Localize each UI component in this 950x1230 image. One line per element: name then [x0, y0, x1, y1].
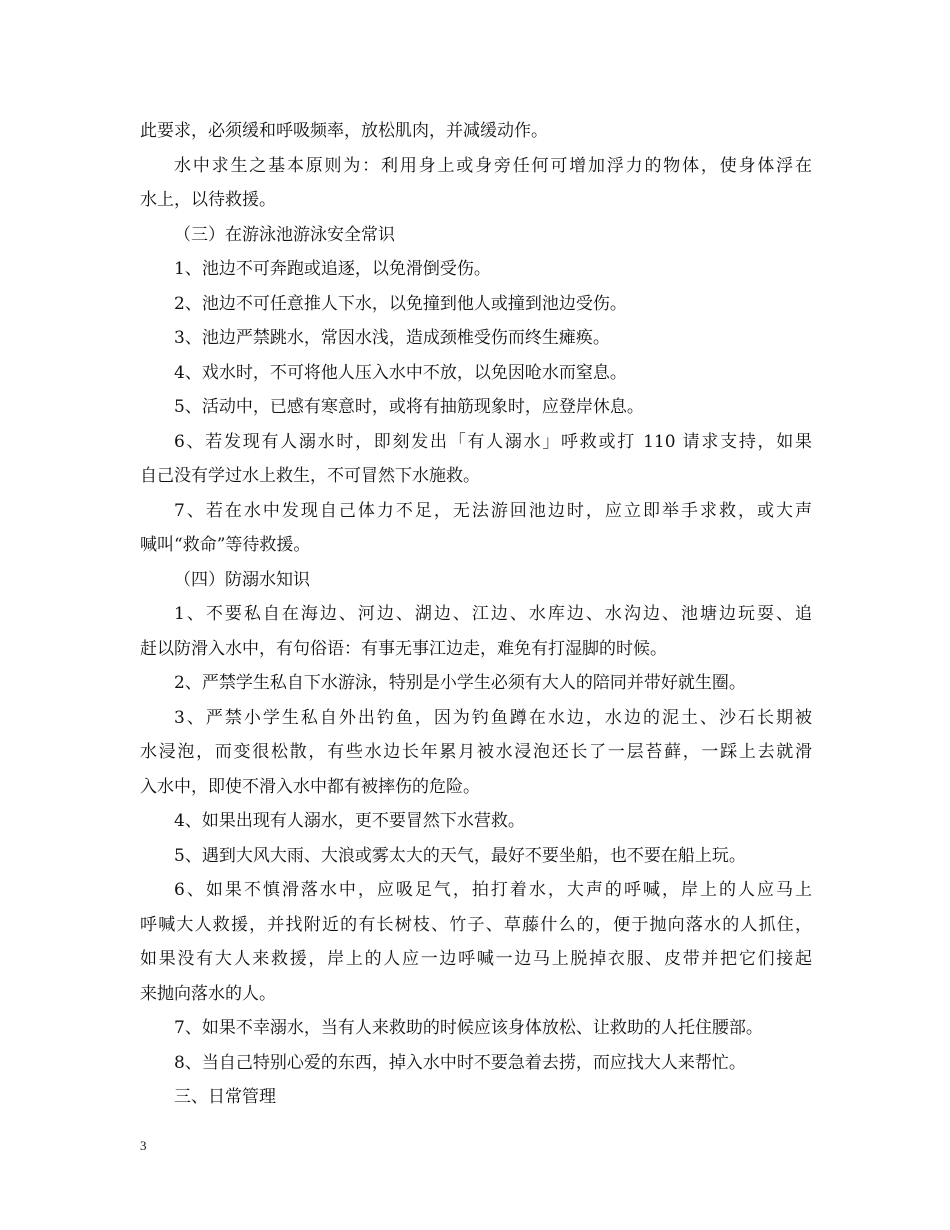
text-line: 水中求生之基本原则为：利用身上或身旁任何可增加浮力的物体，使身体浮在: [174, 155, 812, 176]
text-line: 4、戏水时，不可将他人压入水中不放，以免因呛水而窒息。: [174, 362, 627, 383]
text-line: 呼喊大人救援，并找附近的有长树枝、竹子、草藤什么的，便于抛向落水的人抓住，: [140, 914, 812, 935]
text-line: 入水中，即使不滑入水中都有被摔伤的危险。: [140, 776, 480, 797]
text-line: 4、如果出现有人溺水，更不要冒然下水营救。: [174, 811, 525, 831]
text-line: 5、遇到大风大雨、大浪或雾太大的天气，最好不要坐船，也不要在船上玩。: [174, 845, 746, 866]
section-heading: 三、日常管理: [174, 1087, 276, 1107]
section-heading: （四）防溺水知识: [174, 569, 310, 590]
text-line: 水上，以待救援。: [140, 190, 276, 210]
text-line: 自己没有学过水上救生，不可冒然下水施救。: [140, 466, 480, 486]
text-line: 6、如果不慎滑落水中，应吸足气，拍打着水，大声的呼喊，岸上的人应马上: [174, 880, 812, 900]
text-line: 水浸泡，而变很松散，有些水边长年累月被水浸泡还长了一层苔藓，一踩上去就滑: [140, 742, 812, 762]
text-line: 6、若发现有人溺水时，即刻发出「有人溺水」呼救或打 110 请求支持，如果: [174, 431, 812, 452]
text-line: 2、严禁学生私自下水游泳，特别是小学生必须有大人的陪同并带好就生圈。: [174, 673, 746, 693]
text-line: 喊叫“救命”等待救援。: [140, 535, 311, 555]
text-line: 如果没有大人来救援，岸上的人应一边呼喊一边马上脱掉衣服、皮带并把它们接起: [140, 949, 812, 969]
text-line: 此要求，必须缓和呼吸频率，放松肌肉，并减缓动作。: [140, 121, 548, 141]
text-line: 赶以防滑入水中，有句俗语：有事无事江边走，难免有打湿脚的时候。: [140, 638, 667, 659]
text-line: 1、池边不可奔跑或追逐，以免滑倒受伤。: [174, 259, 491, 279]
text-line: 5、活动中，已感有寒意时，或将有抽筋现象时，应登岸休息。: [174, 397, 644, 417]
body-text: [140, 114, 812, 1115]
text-line: 8、当自己特别心爱的东西，掉入水中时不要急着去捞，而应找大人来帮忙。: [174, 1052, 746, 1073]
text-line: 3、池边严禁跳水，常因水浅，造成颈椎受伤而终生瘫痪。: [174, 328, 610, 348]
section-heading: （三）在游泳池游泳安全常识: [174, 224, 395, 245]
text-line: 3、严禁小学生私自外出钓鱼，因为钓鱼蹲在水边，水边的泥土、沙石长期被: [174, 707, 812, 728]
text-line: 2、池边不可任意推人下水，以免撞到他人或撞到池边受伤。: [174, 293, 627, 314]
text-line: 来抛向落水的人。: [140, 983, 276, 1004]
text-line: 7、如果不幸溺水，当有人来救助的时候应该身体放松、让救助的人托住腰部。: [174, 1018, 763, 1038]
page-number: 3: [140, 1138, 147, 1153]
text-line: 1、不要私自在海边、河边、湖边、江边、水库边、水沟边、池塘边玩耍、追: [174, 604, 812, 624]
text-line: 7、若在水中发现自己体力不足，无法游回池边时，应立即举手求救，或大声: [174, 500, 812, 521]
